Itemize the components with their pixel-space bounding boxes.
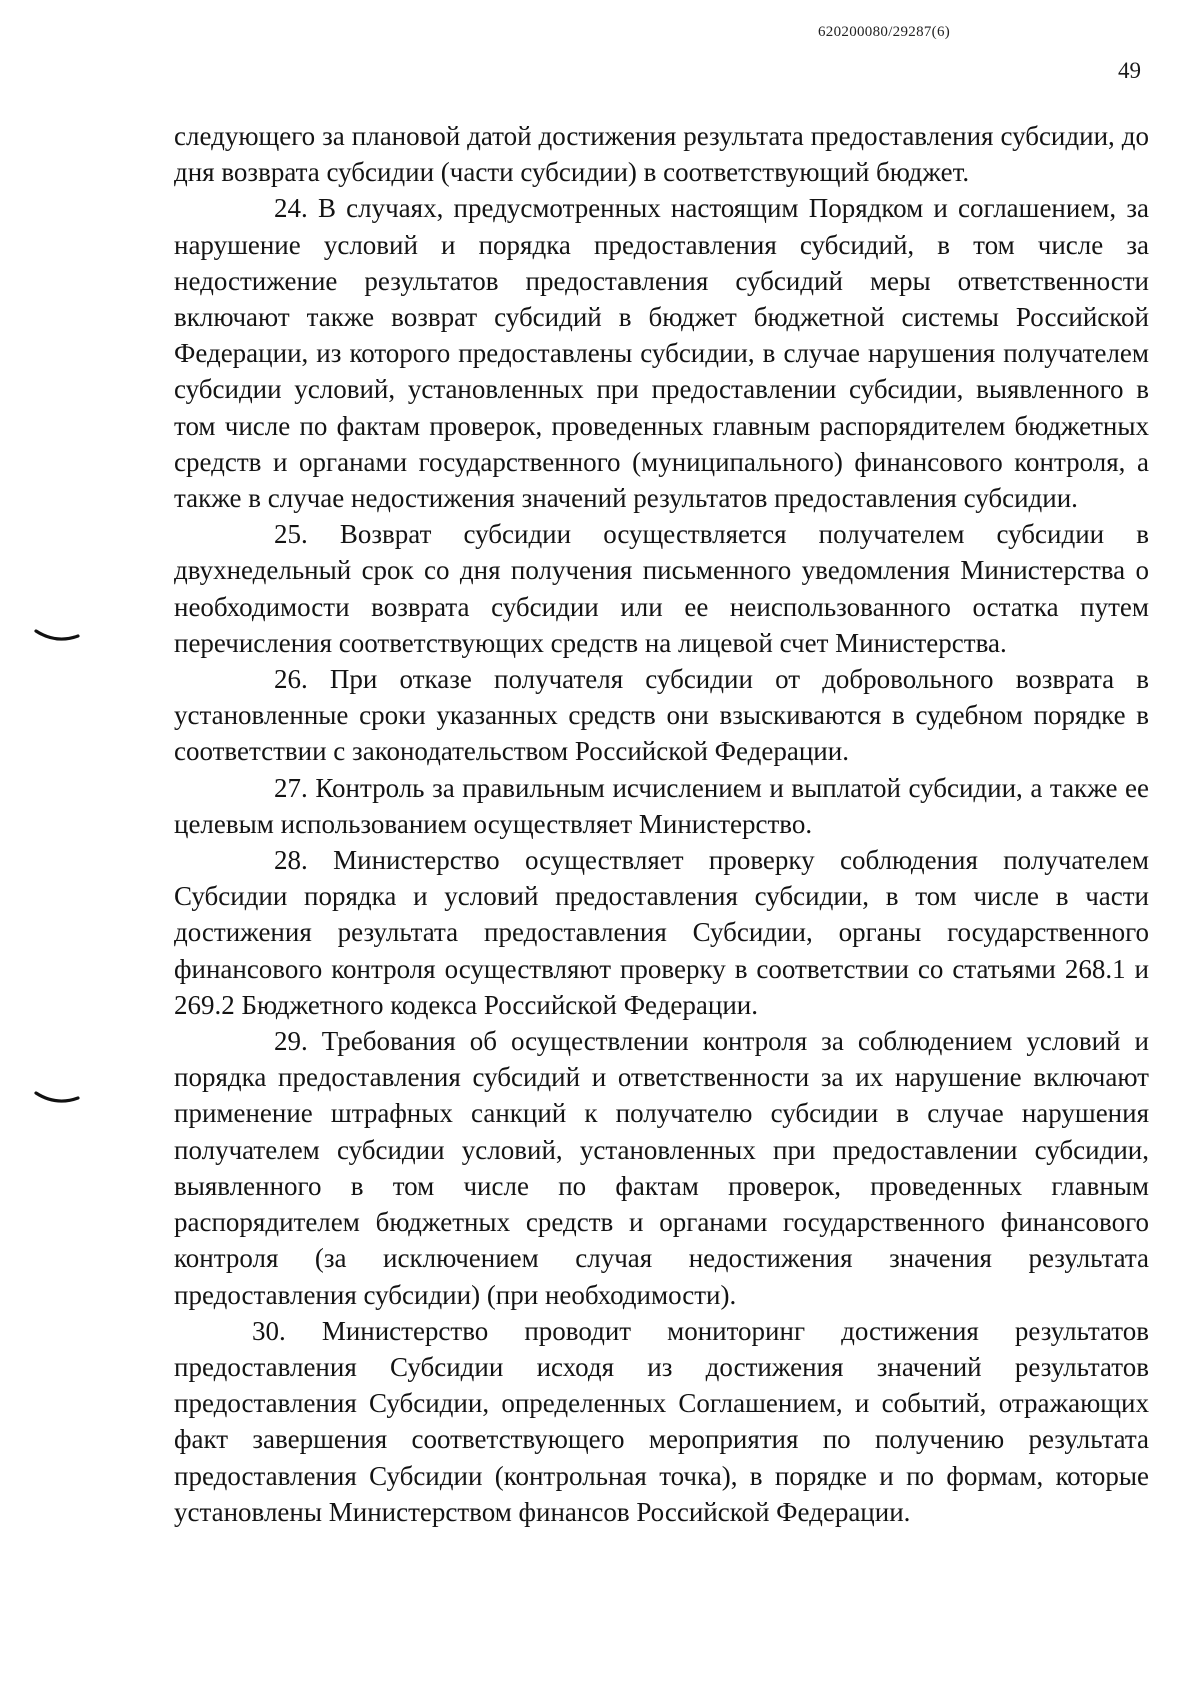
paragraph-27: 27. Контроль за правильным исчислением и выплатой субсидии, а также ее целевым использованием осуществляет Министерство.: [174, 772, 1149, 839]
page-number: 49: [1118, 58, 1141, 83]
binding-mark-icon: [34, 1090, 80, 1108]
paragraph-continuation: следующего за плановой датой достижения результата предоставления субсидии, до дня возврата субсидии (части субсидии) в соответствующий бюджет.: [174, 121, 1149, 188]
paragraph-28: 28. Министерство осуществляет проверку соблюдения получателем Субсидии порядка и условий предоставления субсидии, в том числе в части достижения результата предоставления Субсидии, органы государственного финансового контроля осуществляют проверку в соответствии со статьями 268.1 и 269.2 Бюджетного кодекса Российской Федерации.: [174, 845, 1149, 1020]
paragraph-24: 24. В случаях, предусмотренных настоящим Порядком и соглашением, за нарушение условий и порядка предоставления субсидий, в том числе за недостижение результатов предоставления субсидий меры ответственности включают также возврат субсидий в бюджет бюджетной системы Российской Федерации, из которого предоставлены субсидии, в случае нарушения получателем субсидии условий, установленных при предоставлении субсидии, выявленного в том числе по фактам проверок, проведенных главным распорядителем бюджетных средств и органами государственного (муниципального) финансового контроля, а также в случае недостижения значений результатов предоставления субсидии.: [174, 193, 1149, 514]
binding-mark-icon: [34, 628, 80, 646]
paragraph-25: 25. Возврат субсидии осуществляется получателем субсидии в двухнедельный срок со дня получения письменного уведомления Министерства о необходимости возврата субсидии или ее неиспользованного остатка путем перечисления соответствующих средств на лицевой счет Министерства.: [174, 519, 1149, 658]
document-body: [174, 118, 1149, 1530]
paragraph-26: 26. При отказе получателя субсидии от добровольного возврата в установленные сроки указанных средств они взыскиваются в судебном порядке в соответствии с законодательством Российской Федерации.: [174, 664, 1149, 767]
document-code: 620200080/29287(6): [818, 24, 951, 40]
paragraph-29: 29. Требования об осуществлении контроля за соблюдением условий и порядка предоставления субсидий и ответственности за их нарушение включают применение штрафных санкций к получателю субсидии в случае нарушения получателем субсидии условий, установленных при предоставлении субсидии, выявленного в том числе по фактам проверок, проведенных главным распорядителем бюджетных средств и органами государственного финансового контроля (за исключением случая недостижения значения результата предоставления субсидии) (при необходимости).: [174, 1026, 1149, 1310]
paragraph-30: 30. Министерство проводит мониторинг достижения результатов предоставления Субсидии исходя из достижения значений результатов предоставления Субсидии, определенных Соглашением, и событий, отражающих факт завершения соответствующего мероприятия по получению результата предоставления Субсидии (контрольная точка), в порядке и по формам, которые установлены Министерством финансов Российской Федерации.: [174, 1315, 1149, 1527]
